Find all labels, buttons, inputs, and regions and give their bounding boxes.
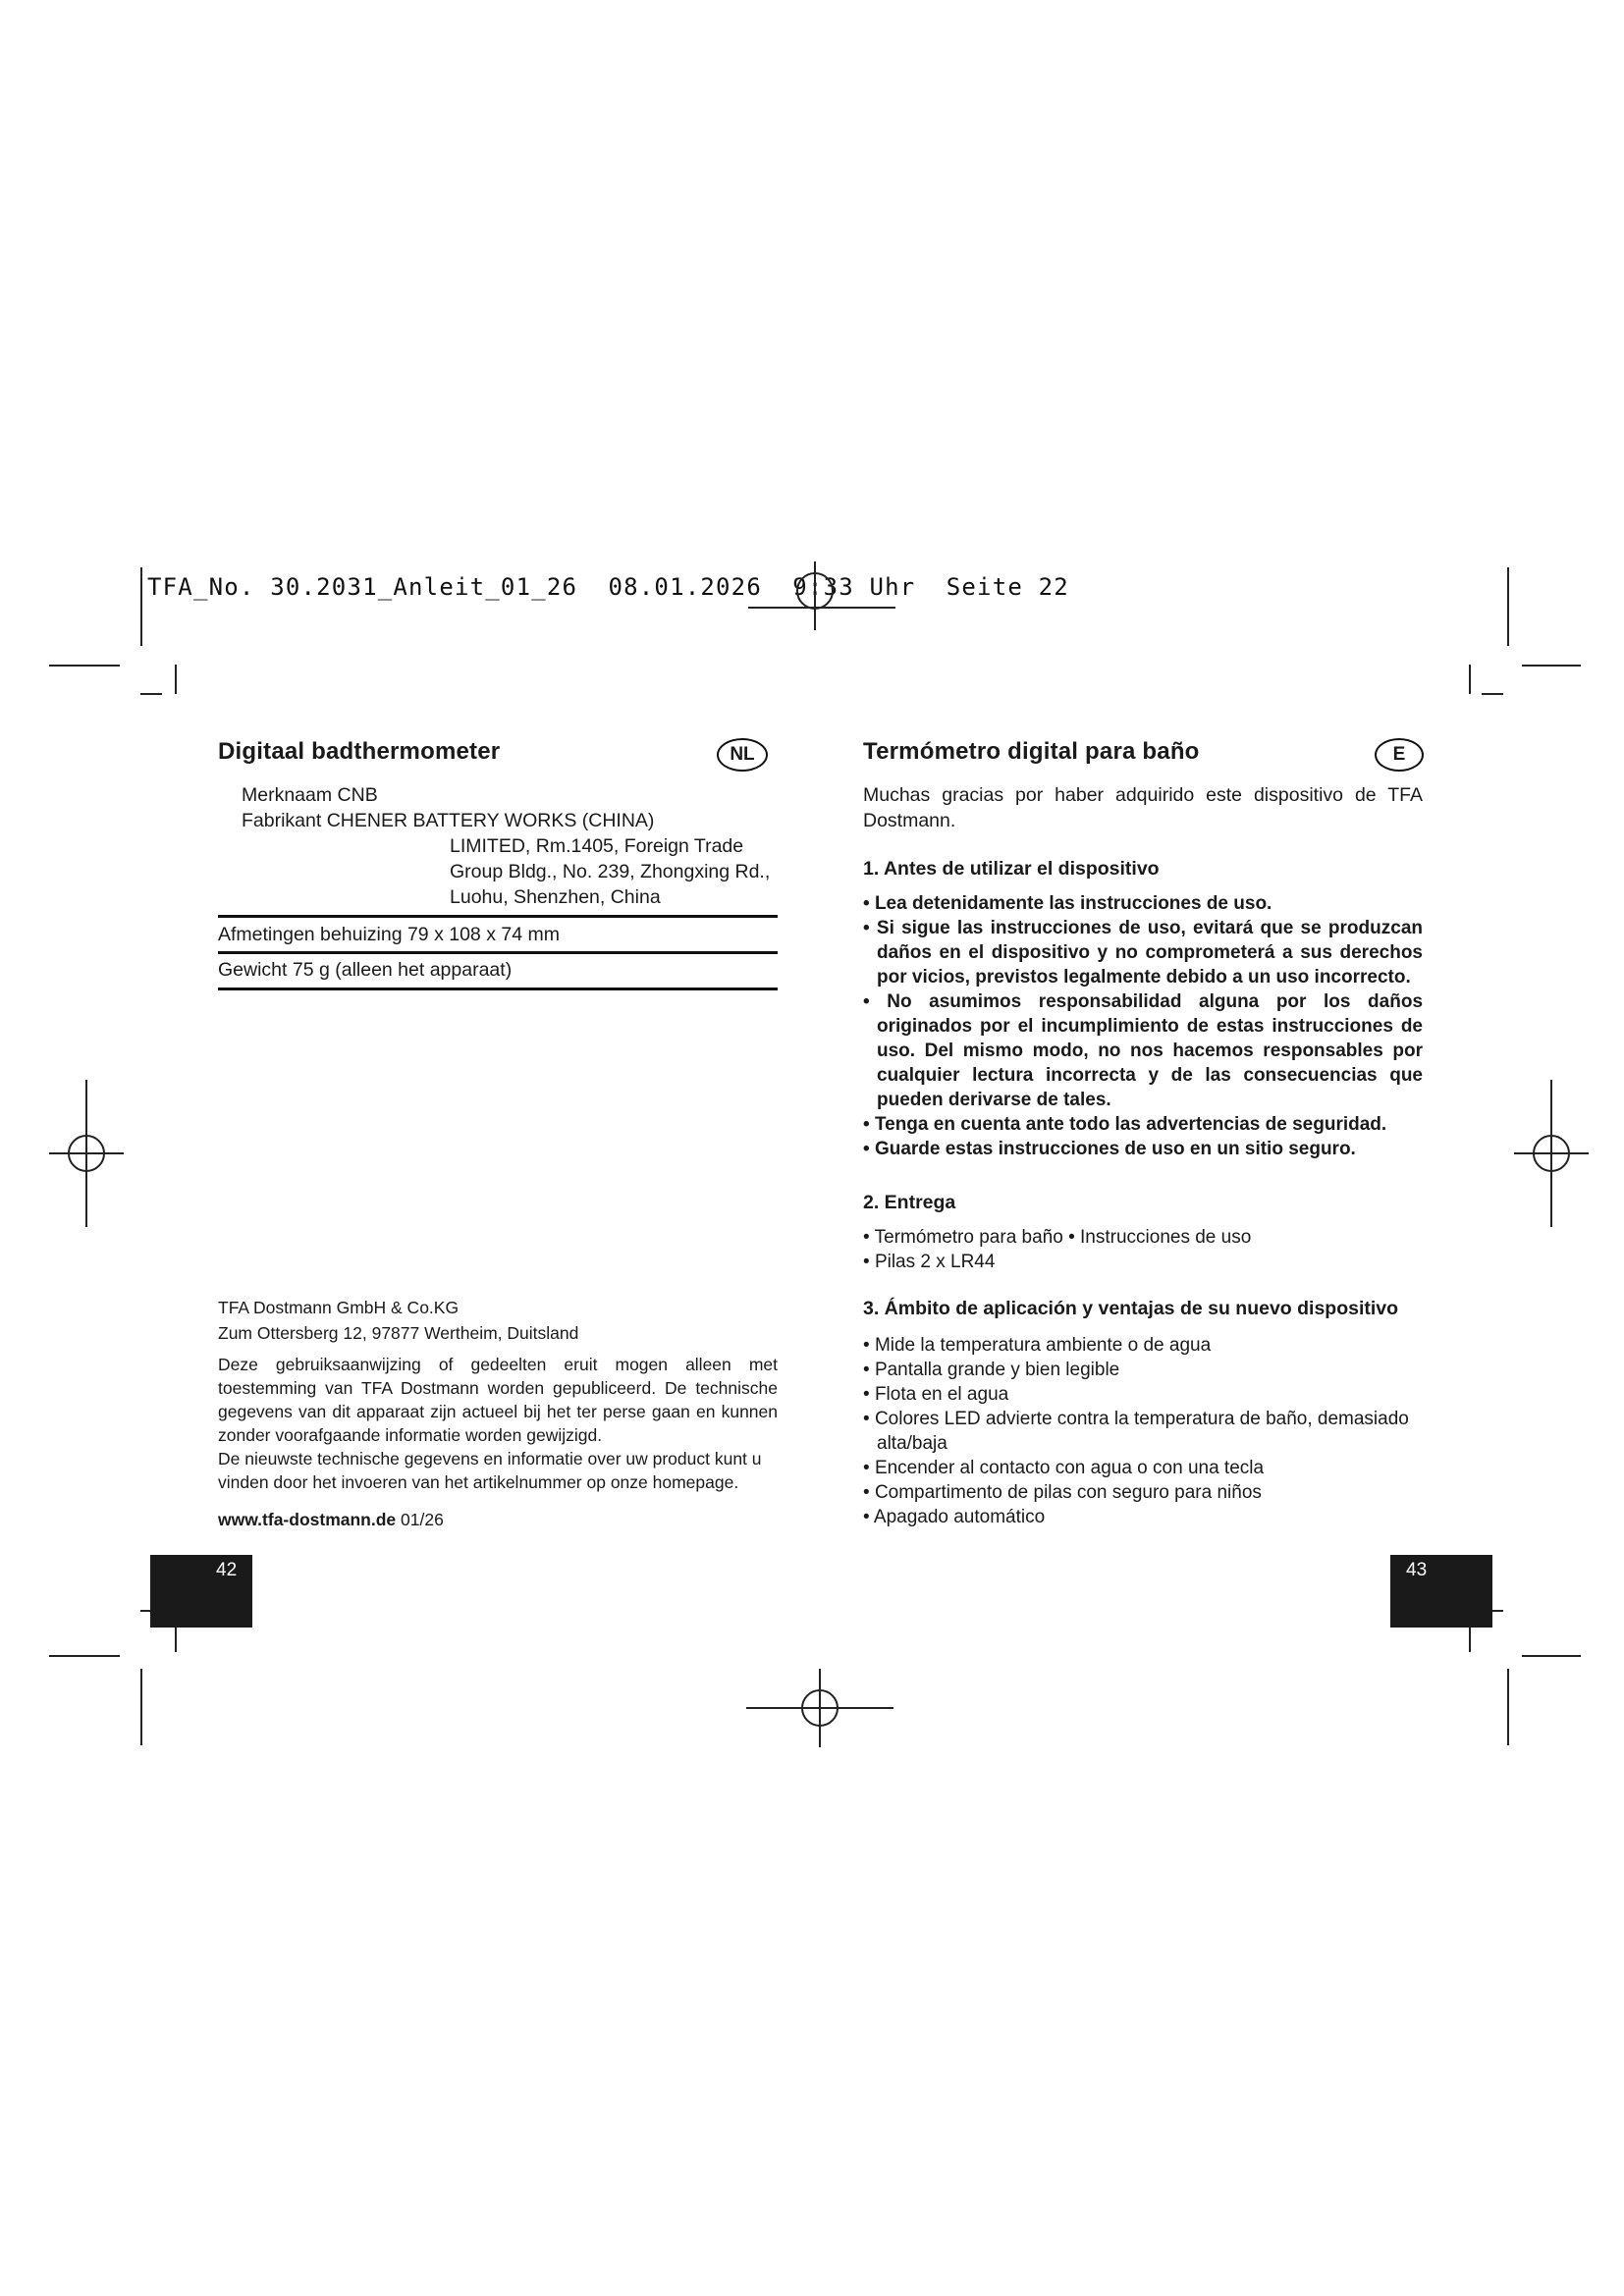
list-item: • Apagado automático [863,1507,1046,1527]
section-heading: 1. Antes de utilizar el dispositivo [863,858,1160,880]
website-line [218,1508,444,1531]
crop-mark [140,1669,142,1745]
website-link[interactable]: www.tfa-dostmann.de [218,1510,397,1529]
date-code: 01/26 [396,1510,444,1529]
table-rule [218,951,778,954]
manufacturer-line: Fabrikant CHENER BATTERY WORKS (CHINA) [242,810,655,831]
crop-mark [1507,1669,1509,1745]
brand-line: Merknaam CNB [242,784,378,806]
list-item: • Compartimento de pilas con seguro para niños [863,1482,1262,1503]
list-item: • Encender al contacto con agua o con una tecla [863,1458,1265,1478]
list-item: • No asumimos responsabilidad alguna por los daños originados por el incumplimiento de estas instrucciones de uso. Del mismo modo, no nos hacemos responsables por cualquier lectura incorrecta y de las consecuencias que pueden derivarse de tales. [863,991,1424,1110]
list-item: • Tenga en cuenta ante todo las advertencias de seguridad. [863,1114,1387,1135]
list-item: • Termómetro para baño • Instrucciones de uso [863,1227,1252,1248]
legal-notice-latest: De nieuwste technische gegevens en informatie over uw product kunt u vinden door het invoeren van het artikelnummer op onze homepage. [218,1449,762,1492]
page-number-box-left [150,1555,252,1628]
legal-notice: Deze gebruiksaanwijzing of gedeelten eruit mogen alleen met toestemming van TFA Dostmann worden gepubliceerd. De technische gegevens van dit apparaat zijn actueel bij het ter perse gaan en kunnen zonder voorafgaande informatie worden gewijzigd. [218,1355,778,1445]
manufacturer-line: Luohu, Shenzhen, China [450,886,661,908]
crop-mark [140,693,162,695]
crop-mark [140,567,142,646]
list-item: • Flota en el agua [863,1384,1009,1405]
crop-mark [1522,1655,1581,1657]
section1-list [863,891,1423,1161]
page-title-es: Termómetro digital para baño [863,738,1200,765]
registration-mark-left [47,1080,126,1227]
list-item: • Guarde estas instrucciones de uso en un sitio seguro. [863,1139,1356,1159]
weight-row: Gewicht 75 g (alleen het apparaat) [218,959,513,981]
crop-mark [1469,1625,1471,1652]
dimensions-row: Afmetingen behuizing 79 x 108 x 74 mm [218,924,560,945]
crop-mark [49,665,120,667]
list-item: • Mide la temperatura ambiente o de agua [863,1335,1212,1356]
crop-mark [1469,665,1471,694]
print-slug: TFA_No. 30.2031_Anleit_01_26 08.01.2026 9:33 Uhr Seite 22 [147,573,1069,601]
table-rule [218,988,778,990]
manufacturer-line: LIMITED, Rm.1405, Foreign Trade [450,835,744,857]
page-title-nl: Digitaal badthermometer [218,738,501,765]
language-badge-es: E [1375,738,1424,772]
list-item: • Pilas 2 x LR44 [863,1252,996,1272]
list-item: • Pantalla grande y bien legible [863,1360,1120,1380]
crop-mark [1522,665,1581,667]
section3-list [863,1333,1423,1529]
section-heading: 2. Entrega [863,1192,956,1213]
page-number-box-right [1390,1555,1492,1628]
section2-list [863,1225,1423,1274]
list-item: • Lea detenidamente las instrucciones de uso. [863,893,1272,914]
page-number: 42 [216,1560,238,1580]
intro-text: Muchas gracias por haber adquirido este dispositivo de TFA Dostmann. [863,784,1423,831]
crop-mark [1482,693,1503,695]
company-name: TFA Dostmann GmbH & Co.KG [218,1298,460,1317]
registration-mark-right [1512,1080,1591,1227]
section-heading: 3. Ámbito de aplicación y ventajas de su nuevo dispositivo [863,1298,1399,1319]
page-number: 43 [1406,1560,1428,1580]
registration-mark-top [746,552,884,630]
manufacturer-line: Group Bldg., No. 239, Zhongxing Rd., [450,861,771,882]
crop-mark [175,1625,177,1652]
table-rule [218,915,778,918]
crop-mark [175,665,177,694]
list-item: • Si sigue las instrucciones de uso, evitará que se produzcan daños en el dispositivo y no comprometerá a sus derechos por vicios, previstos legalmente debido a un uso incorrecto. [863,918,1423,988]
company-address: Zum Ottersberg 12, 97877 Wertheim, Duitsland [218,1323,579,1343]
crop-mark [49,1655,120,1657]
registration-mark-bottom [746,1669,893,1747]
language-badge-nl: NL [717,738,768,772]
list-item: • Colores LED advierte contra la temperatura de baño, demasiado alta/baja [863,1409,1409,1454]
crop-mark [1507,567,1509,646]
